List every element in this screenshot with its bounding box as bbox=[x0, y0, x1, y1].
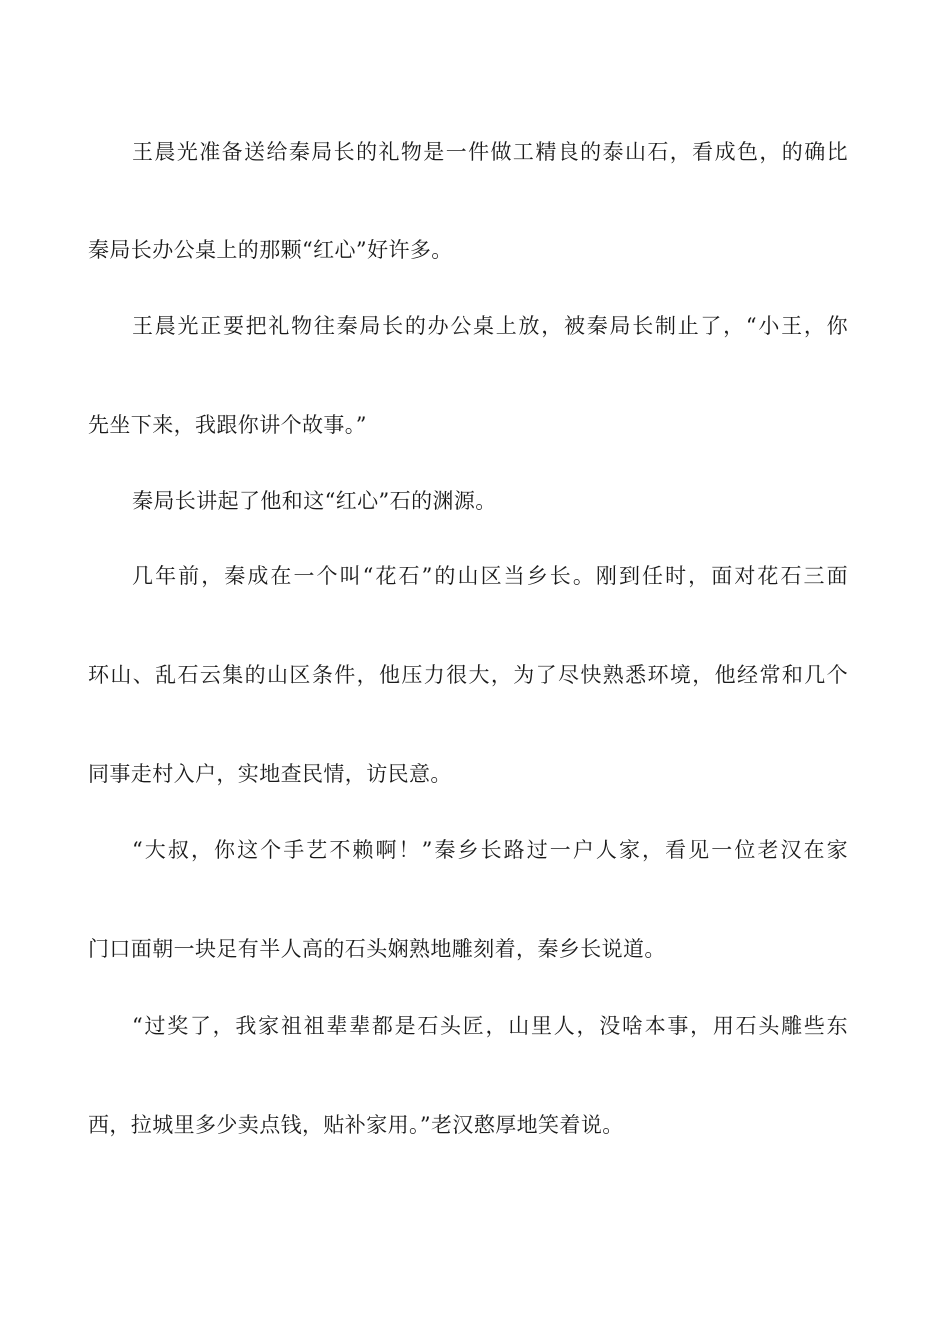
paragraph-1-line-1: 王晨光准备送给秦局长的礼物是一件做工精良的泰山石，看成色，的确比 bbox=[132, 140, 848, 164]
paragraph-6-line-1: “过奖了，我家祖祖辈辈都是石头匠，山里人，没啥本事，用石头雕些东 bbox=[132, 1014, 848, 1038]
paragraph-3-line-1: 秦局长讲起了他和这“红心”石的渊源。 bbox=[132, 489, 497, 513]
paragraph-5-line-2: 门口面朝一块足有半人高的石头娴熟地雕刻着，秦乡长说道。 bbox=[88, 937, 666, 961]
paragraph-6-line-2: 西，拉城里多少卖点钱，贴补家用。”老汉憨厚地笑着说。 bbox=[88, 1113, 624, 1137]
paragraph-5-line-1: “大叔，你这个手艺不赖啊！”秦乡长路过一户人家，看见一位老汉在家 bbox=[132, 838, 848, 862]
paragraph-2-line-1: 王晨光正要把礼物往秦局长的办公桌上放，被秦局长制止了，“小王，你 bbox=[132, 314, 848, 338]
paragraph-4-line-2: 环山、乱石云集的山区条件，他压力很大，为了尽快熟悉环境，他经常和几个 bbox=[88, 663, 848, 687]
paragraph-4-line-1: 几年前，秦成在一个叫“花石”的山区当乡长。刚到任时，面对花石三面 bbox=[132, 564, 848, 588]
paragraph-4-line-3: 同事走村入户，实地查民情，访民意。 bbox=[88, 762, 452, 786]
paragraph-1-line-2: 秦局长办公桌上的那颗“红心”好许多。 bbox=[88, 238, 453, 262]
paragraph-2-line-2: 先坐下来，我跟你讲个故事。” bbox=[88, 413, 367, 437]
